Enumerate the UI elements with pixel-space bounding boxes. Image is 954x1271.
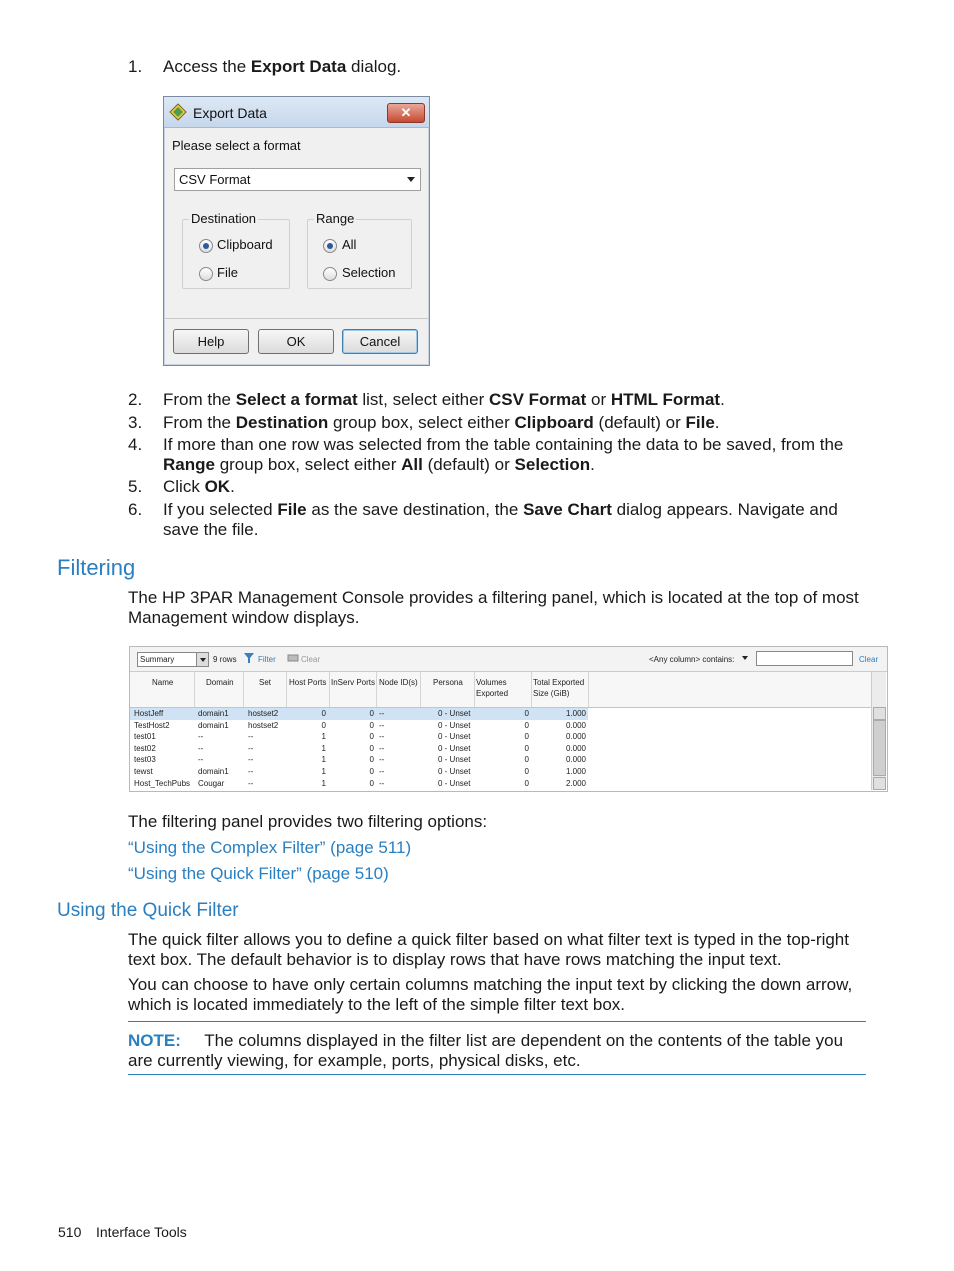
range-group [307,211,412,289]
table-cell: 0 [524,778,529,788]
step-text [163,477,863,497]
filter-panel-screenshot [129,646,888,792]
quick-filter-heading: Using the Quick Filter [57,900,239,921]
text-run: (default) or [422,455,515,474]
step-number: 5. [128,477,143,496]
ui-term: CSV Format [488,390,587,409]
footer-section: Interface Tools [96,1224,187,1240]
table-cell: -- [198,732,204,742]
table-cell: 0.000 [565,743,586,753]
chevron-down-icon [407,177,415,182]
table-cell: -- [198,755,204,765]
step-text [163,413,863,433]
text-run: If you selected [163,500,278,519]
column-header[interactable]: Set [244,672,287,707]
table-row[interactable] [130,754,588,766]
text-run: . [714,413,720,432]
quick-filter-para-1: The quick filter allows you to define a quick filter based on what filter text is typed in the top-right text box. The default behavior is to display rows that have rows matching the input text. [128,930,849,969]
table-cell: 0 [369,720,374,730]
step-number: 2. [128,390,143,409]
table-cell: -- [248,767,254,776]
table-cell: 0 [369,778,374,788]
clipboard-radio[interactable] [199,239,213,253]
ui-term: OK [204,477,231,496]
ui-term: File [685,413,715,432]
ui-term: Range [163,455,215,474]
complex-filter-link[interactable]: “Using the Complex Filter” (page 511) [128,838,412,857]
table-cell: 0 - Unset [438,732,471,742]
table-cell: -- [248,743,254,753]
destination-group [182,211,290,289]
table-cell: 0 [321,709,326,718]
view-select-value: Summary [140,655,175,664]
all-radio[interactable] [323,239,337,253]
table-cell: domain1 [198,709,229,718]
ui-term: All [401,455,423,474]
text-run: If more than one row was selected from the table containing the data to be saved, from the [163,435,844,454]
ui-term: HTML Format [610,390,721,409]
table-cell: -- [379,720,385,730]
step-text [163,435,863,475]
table-cell: -- [248,755,254,765]
export-data-dialog [163,96,430,366]
table-row[interactable] [130,720,588,732]
step-number: 4. [128,435,143,454]
column-header[interactable]: Name [130,672,195,707]
column-header[interactable]: Domain [195,672,244,707]
all-label: All [342,237,357,252]
format-select-value: CSV Format [179,172,251,187]
text-run: (default) or [593,413,686,432]
filtering-heading: Filtering [57,555,136,580]
filter-button[interactable]: Filter [258,655,276,664]
table-cell: 0 [524,720,529,730]
table-cell: -- [379,709,385,718]
cancel-button[interactable]: Cancel [342,329,418,354]
step-number: 6. [128,500,143,519]
ui-term: Export Data [250,57,347,76]
table-cell: 0 - Unset [438,720,471,730]
quick-filter-para-2: You can choose to have only certain columns matching the input text by clicking the down arrow, which is located immediately to the left of the simple filter text box. [128,975,853,1014]
ok-button[interactable]: OK [258,329,334,354]
text-run: From the [163,413,236,432]
table-cell: Host_TechPubs [134,778,191,788]
destination-group-title: Destination [191,211,257,226]
table-cell: 0 [524,732,529,742]
table-cell: TestHost2 [134,720,170,730]
ui-term: Save Chart [523,500,612,519]
note-text: The columns displayed in the filter list are dependent on the contents of the table you are currently viewing, for example, ports, physical disks, etc. [128,1031,844,1070]
note-label: NOTE: [128,1031,181,1050]
filtering-intro: The HP 3PAR Management Console provides a filtering panel, which is located at the top of most Management window displays. [128,588,859,627]
table-cell: hostset2 [248,720,279,730]
clear-link[interactable]: Clear [859,655,879,664]
step-number: 3. [128,413,143,432]
chevron-down-icon [196,653,208,666]
ui-term: Destination [235,413,329,432]
table-cell: 0.000 [565,720,586,730]
table-cell: 1 [321,778,326,788]
table-cell: test01 [134,732,156,742]
text-run: dialog appears. Navigate and save the file. [163,500,838,539]
column-header[interactable]: Host Ports [287,672,330,707]
ui-term: Selection [514,455,591,474]
table-cell: test02 [134,743,156,753]
text-run: . [230,477,235,496]
file-radio[interactable] [199,267,213,281]
dialog-divider [165,318,428,319]
filter-icon [244,653,254,663]
ui-term: Select a format [235,390,358,409]
text-run: . [720,390,725,409]
table-cell: -- [379,743,385,753]
table-row[interactable] [130,778,588,790]
column-header[interactable]: Volumes Exported [475,672,532,707]
dialog-body [165,128,428,364]
close-icon[interactable]: ✕ [387,103,425,123]
table-cell: HostJeff [134,709,164,718]
table-cell: 2.000 [565,778,586,788]
step-number: 1. [128,57,143,76]
table-cell: 0 - Unset [438,709,471,718]
note-top-rule [128,1021,866,1022]
file-label: File [217,265,238,280]
table-cell: 1.000 [565,709,586,718]
table-cell: -- [379,755,385,765]
table-row[interactable] [130,743,588,755]
text-run: list, select either [357,390,489,409]
table-cell: 0 [369,743,374,753]
clipboard-label: Clipboard [217,237,273,252]
filter-toolbar [130,647,887,672]
text-run: Click [163,477,205,496]
column-header[interactable]: Node ID(s) [377,672,421,707]
step-text [163,57,863,77]
step-text [163,390,863,410]
column-header[interactable]: InServ Ports [330,672,377,707]
table-cell: 0 [321,720,326,730]
quick-filter-input[interactable] [756,651,853,666]
table-cell: 0 - Unset [438,743,471,753]
table-cell: 0 [369,767,374,776]
table-row[interactable] [130,731,588,743]
selection-label: Selection [342,265,396,280]
table-cell: 1.000 [565,767,586,776]
ui-term: File [277,500,307,519]
note [128,1031,868,1071]
grid-body [130,708,871,791]
text-run: From the [163,390,236,409]
clear-filter-button[interactable]: Clear [301,655,321,664]
text-run: Access the [163,57,251,76]
column-header[interactable]: Persona [421,672,475,707]
text-run: group box, select either [214,455,402,474]
format-prompt: Please select a format [172,138,301,153]
table-cell: 1 [321,767,326,776]
table-row[interactable] [130,708,588,720]
table-cell: -- [248,778,254,788]
table-cell: 0 [369,709,374,718]
table-cell: 0 - Unset [438,767,471,776]
scroll-down-icon[interactable] [873,777,886,790]
table-cell: 0 [524,767,529,776]
table-cell: tewst [134,767,153,776]
text-run: as the save destination, the [306,500,524,519]
text-run: . [590,455,595,474]
text-run: or [586,390,611,409]
table-cell: 0 [369,732,374,742]
table-cell: domain1 [198,767,229,776]
table-cell: 0 [524,743,529,753]
row-count: 9 rows [213,655,237,664]
table-cell: 1 [321,732,326,742]
table-cell: 0 - Unset [438,778,471,788]
page-number: 510 [58,1224,82,1240]
table-cell: 0 [369,755,374,765]
range-group-title: Range [316,211,355,226]
text-run: group box, select either [328,413,515,432]
table-cell: 0 - Unset [438,755,471,765]
scroll-up-icon[interactable] [873,707,886,720]
table-row[interactable] [130,766,588,778]
table-cell: hostset2 [248,709,279,718]
table-cell: 0.000 [565,755,586,765]
table-cell: -- [379,778,385,788]
column-header[interactable]: Total Exported Size (GiB) [532,672,589,707]
grid-header [130,672,871,708]
scroll-thumb[interactable] [873,720,886,776]
table-cell: 1 [321,755,326,765]
column-filter-label: <Any column> contains: [649,655,735,664]
eraser-icon [287,653,299,662]
chevron-down-icon[interactable] [742,656,748,660]
step-text [163,500,863,540]
filtering-options-text: The filtering panel provides two filtering options: [128,812,488,831]
table-cell: 0 [524,709,529,718]
help-button[interactable]: Help [173,329,249,354]
table-cell: 0 [524,755,529,765]
dialog-title: Export Data [193,105,267,121]
note-bottom-rule [128,1074,866,1075]
selection-radio[interactable] [323,267,337,281]
table-cell: -- [248,732,254,742]
export-app-icon [169,103,187,121]
text-run: dialog. [346,57,402,76]
table-cell: domain1 [198,720,229,730]
table-cell: 0.000 [565,732,586,742]
table-cell: test03 [134,755,156,765]
table-cell: -- [379,732,385,742]
vertical-scrollbar[interactable] [871,672,886,790]
table-cell: -- [198,743,204,753]
table-cell: -- [379,767,385,776]
format-select[interactable] [174,168,421,191]
table-cell: Cougar [198,778,225,788]
table-cell: 1 [321,743,326,753]
ui-term: Clipboard [514,413,594,432]
view-select[interactable] [137,652,209,667]
dialog-title-bar [164,97,429,128]
quick-filter-link[interactable]: “Using the Quick Filter” (page 510) [128,864,389,883]
